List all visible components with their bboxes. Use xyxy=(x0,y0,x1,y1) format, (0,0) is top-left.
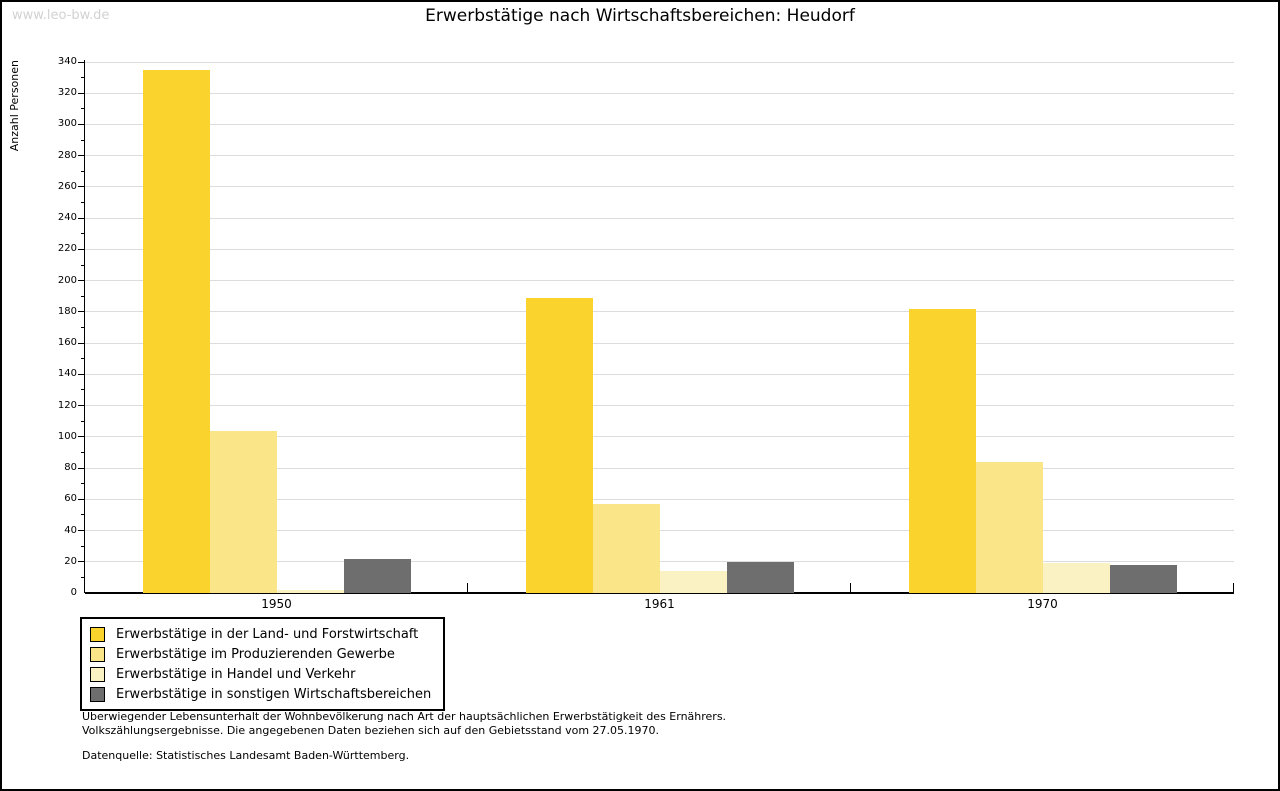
y-axis-minor-tick xyxy=(81,171,85,172)
bar-1961-series1 xyxy=(526,298,593,593)
y-axis-tick-label: 240 xyxy=(57,212,77,224)
y-axis-major-tick xyxy=(78,311,85,312)
gridline xyxy=(85,93,1234,94)
y-axis-minor-tick xyxy=(81,389,85,390)
y-axis-minor-tick xyxy=(81,202,85,203)
legend-swatch-series2 xyxy=(90,647,105,662)
y-axis-major-tick xyxy=(78,186,85,187)
y-axis-tick-label: 160 xyxy=(57,337,77,349)
legend xyxy=(80,617,445,711)
gridline xyxy=(85,280,1234,281)
gridline xyxy=(85,311,1234,312)
gridline xyxy=(85,249,1234,250)
y-axis-major-tick xyxy=(78,436,85,437)
y-axis-tick-label: 280 xyxy=(57,149,77,161)
y-axis-tick-label: 0 xyxy=(70,587,77,598)
y-axis-tick-label: 320 xyxy=(57,87,77,99)
y-axis-tick-label: 100 xyxy=(57,430,77,442)
y-axis-tick-label: 120 xyxy=(57,399,77,411)
legend-row xyxy=(90,644,431,664)
bar-1970-series3 xyxy=(1043,563,1110,593)
datasource-note: Datenquelle: Statistisches Landesamt Baden-Württemberg. xyxy=(82,749,410,762)
bar-1950-series4 xyxy=(344,559,411,593)
watermark: www.leo-bw.de xyxy=(12,8,110,23)
bar-1950-series3 xyxy=(277,590,344,593)
y-axis-minor-tick xyxy=(81,452,85,453)
bar-1950-series1 xyxy=(143,70,210,593)
bar-1961-series4 xyxy=(727,562,794,593)
legend-swatch-series4 xyxy=(90,687,105,702)
x-axis-label: 1961 xyxy=(644,597,675,611)
gridline xyxy=(85,218,1234,219)
bar-1970-series1 xyxy=(909,309,976,593)
y-axis-minor-tick xyxy=(81,327,85,328)
gridline xyxy=(85,186,1234,187)
y-axis-major-tick xyxy=(78,405,85,406)
y-axis-major-tick xyxy=(78,218,85,219)
legend-row xyxy=(90,624,431,644)
y-axis-minor-tick xyxy=(81,546,85,547)
gridline xyxy=(85,405,1234,406)
x-axis-label: 1950 xyxy=(261,597,292,611)
y-axis-tick-label: 20 xyxy=(64,555,77,567)
y-axis-minor-tick xyxy=(81,296,85,297)
bar-1970-series4 xyxy=(1110,565,1177,593)
y-axis-minor-tick xyxy=(81,77,85,78)
y-axis-minor-tick xyxy=(81,358,85,359)
legend-swatch-series1 xyxy=(90,627,105,642)
y-axis-tick-label: 340 xyxy=(57,56,77,67)
y-axis-major-tick xyxy=(78,93,85,94)
y-axis-tick-label: 220 xyxy=(57,243,77,255)
y-axis-tick-label: 140 xyxy=(57,368,77,380)
y-axis-minor-tick xyxy=(81,108,85,109)
legend-label: Erwerbstätige in der Land- und Forstwirtschaft xyxy=(116,626,419,642)
plot-area xyxy=(57,56,1234,611)
legend-row xyxy=(90,684,431,704)
y-axis-minor-tick xyxy=(81,514,85,515)
legend-label: Erwerbstätige in Handel und Verkehr xyxy=(116,666,356,682)
legend-swatch-series3 xyxy=(90,667,105,682)
y-axis-major-tick xyxy=(78,374,85,375)
y-axis-major-tick xyxy=(78,499,85,500)
y-axis-minor-tick xyxy=(81,233,85,234)
y-axis-minor-tick xyxy=(81,577,85,578)
bar-1970-series2 xyxy=(976,462,1043,593)
y-axis-minor-tick xyxy=(81,421,85,422)
y-axis-tick-label: 80 xyxy=(64,462,77,474)
y-axis-minor-tick xyxy=(81,265,85,266)
footnote-line-1: Überwiegender Lebensunterhalt der Wohnbevölkerung nach Art der hauptsächlichen Erwerbstätigkeit des Ernährers. xyxy=(82,710,727,723)
footnote xyxy=(82,710,726,737)
chart-title: Erwerbstätige nach Wirtschaftsbereichen: Heudorf xyxy=(425,6,855,26)
bar-1961-series2 xyxy=(593,504,660,593)
y-axis-major-tick xyxy=(78,62,85,63)
footnote-line-2: Volkszählungsergebnisse. Die angegebenen Daten beziehen sich auf den Gebietsstand vom 27.05.1970. xyxy=(82,723,660,737)
y-axis-major-tick xyxy=(78,561,85,562)
y-axis-tick-label: 40 xyxy=(64,524,77,536)
x-axis-label: 1970 xyxy=(1027,597,1058,611)
x-axis-group-tick xyxy=(850,583,851,593)
bar-1950-series2 xyxy=(210,431,277,593)
y-axis-major-tick xyxy=(78,530,85,531)
legend-label: Erwerbstätige in sonstigen Wirtschaftsbereichen xyxy=(116,686,432,702)
bar-1961-series3 xyxy=(660,571,727,593)
y-axis-minor-tick xyxy=(81,140,85,141)
x-axis-group-tick xyxy=(1233,583,1234,593)
y-axis-major-tick xyxy=(78,343,85,344)
y-axis-major-tick xyxy=(78,280,85,281)
y-axis-minor-tick xyxy=(81,483,85,484)
gridline xyxy=(85,343,1234,344)
y-axis-major-tick xyxy=(78,468,85,469)
y-axis-major-tick xyxy=(78,155,85,156)
legend-row xyxy=(90,664,431,684)
y-axis-tick-label: 180 xyxy=(57,305,77,317)
y-axis-title: Anzahl Personen xyxy=(8,60,21,152)
x-axis-group-tick xyxy=(467,583,468,593)
y-axis-tick-label: 200 xyxy=(57,274,77,286)
y-axis-tick-label: 300 xyxy=(57,118,77,130)
y-axis-tick-label: 260 xyxy=(57,180,77,192)
gridline xyxy=(85,124,1234,125)
gridline xyxy=(85,62,1234,63)
y-axis-tick-label: 60 xyxy=(64,493,77,505)
y-axis-major-tick xyxy=(78,249,85,250)
gridline xyxy=(85,155,1234,156)
y-axis-major-tick xyxy=(78,124,85,125)
gridline xyxy=(85,374,1234,375)
legend-label: Erwerbstätige im Produzierenden Gewerbe xyxy=(116,646,395,662)
